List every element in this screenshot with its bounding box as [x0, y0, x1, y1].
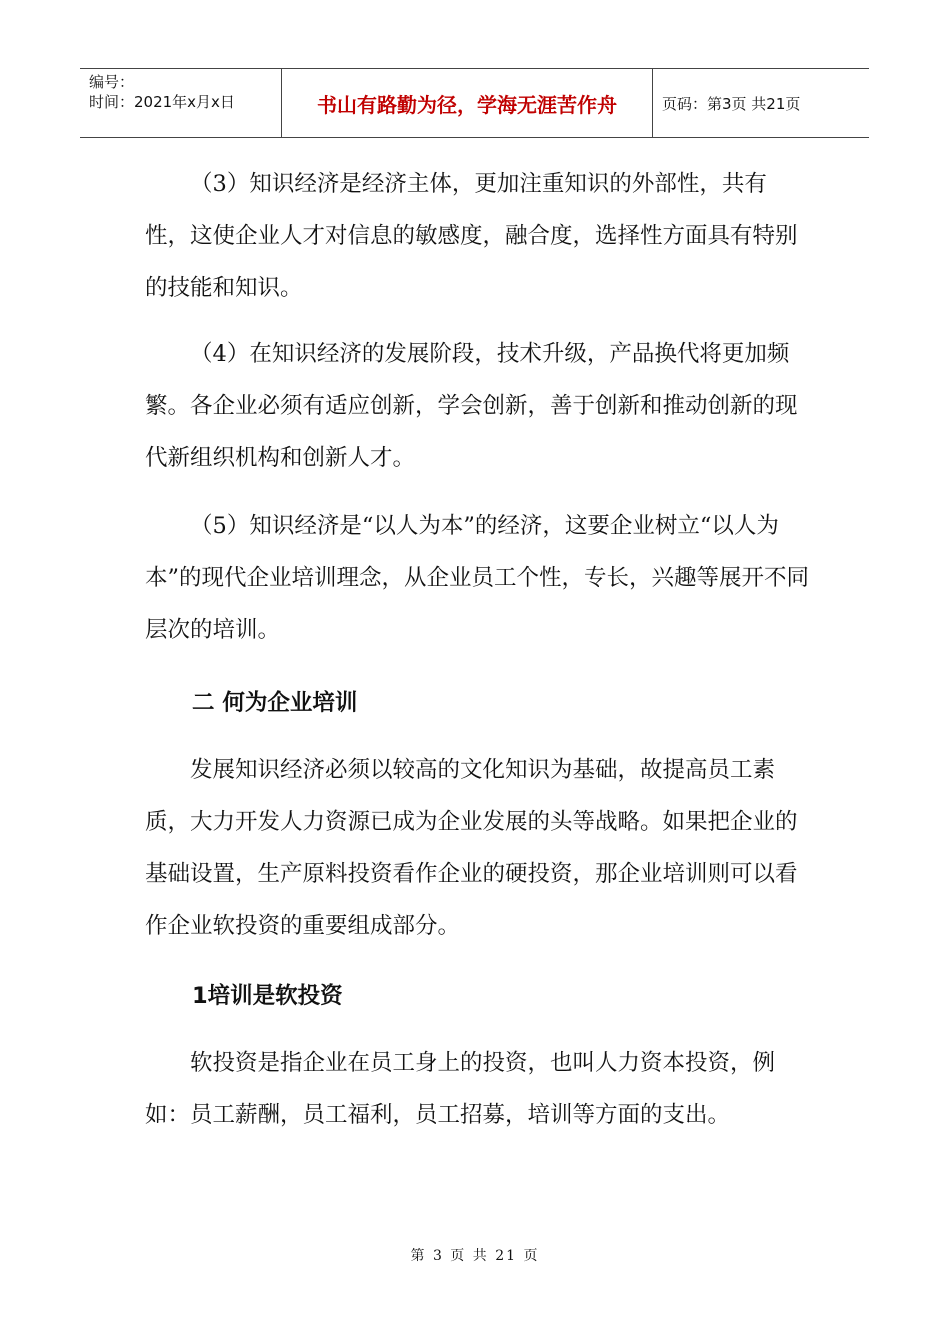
section-heading: 二 何为企业培训: [192, 690, 358, 716]
date-label: 时间：2021年x月x日: [89, 93, 235, 111]
paragraph-3: （3）知识经济是经济主体，更加注重知识的外部性，共有性，这使企业人才对信息的敏感度，融合度，选择性方面具有特别的技能和知识。: [145, 171, 798, 301]
paragraph-intro: 发展知识经济必须以较高的文化知识为基础，故提高员工素质，大力开发人力资源已成为企业发展的头等战略。如果把企业的基础设置，生产原料投资看作企业的硬投资，那企业培训则可以看作企业软投资的重要组成部分。: [145, 757, 798, 939]
serial-label: 编号：: [89, 73, 135, 91]
page-footer: 第 3 页 共 21 页: [410, 1248, 540, 1264]
paragraph-soft-investment: 软投资是指企业在员工身上的投资，也叫人力资本投资，例如：员工薪酬，员工福利，员工招募，培训等方面的支出。: [145, 1050, 776, 1128]
header-meta: [80, 69, 281, 137]
paragraph-4: （4）在知识经济的发展阶段，技术升级，产品换代将更加频繁。各企业必须有适应创新，学会创新，善于创新和推动创新的现代新组织机构和创新人才。: [145, 341, 798, 471]
header-page-info: 页码：第3页 共21页: [662, 94, 801, 113]
header-motto: 书山有路勤为径，学海无涯苦作舟: [281, 69, 653, 137]
page-header: [80, 68, 869, 138]
paragraph-5: （5）知识经济是“以人为本”的经济，这要企业树立“以人为本”的现代企业培训理念，从企业员工个性，专长，兴趣等展开不同层次的培训。: [145, 513, 810, 643]
sub-heading: 1培训是软投资: [192, 983, 343, 1009]
